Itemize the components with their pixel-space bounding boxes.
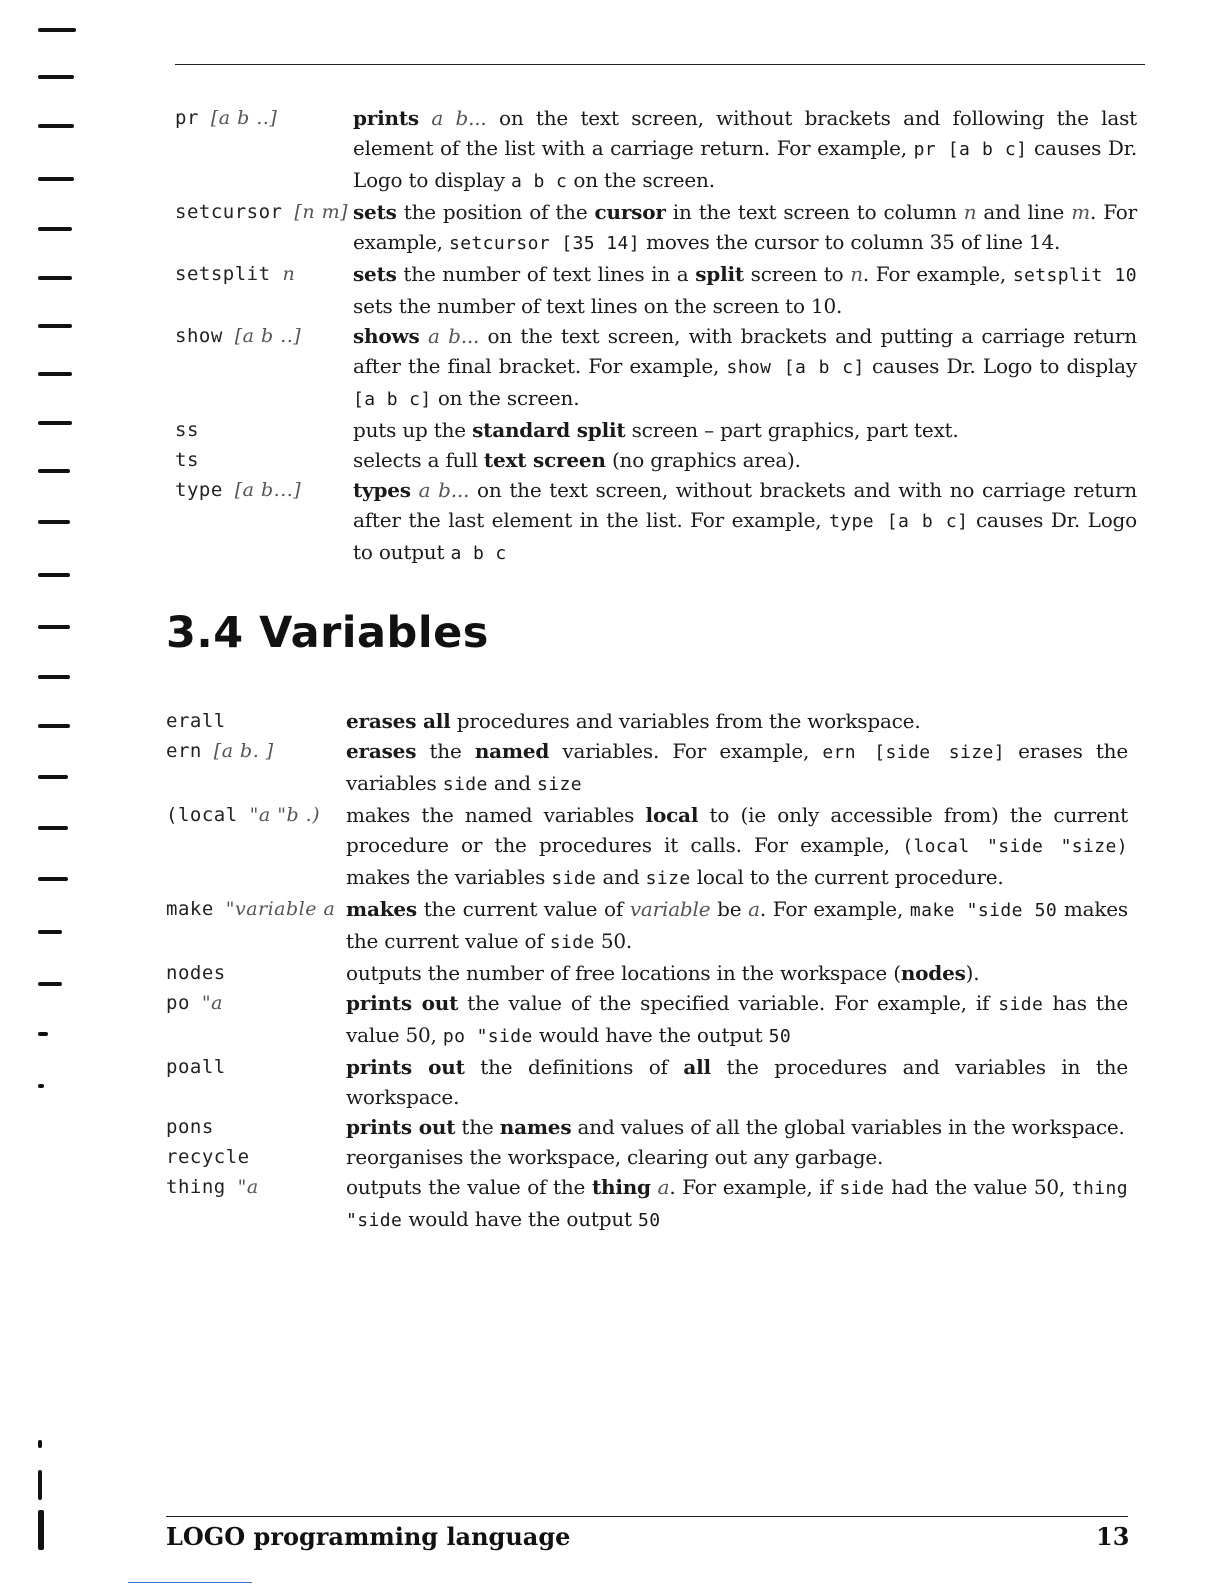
command-entry [175,321,1137,415]
command-entry [166,1142,1128,1172]
command-arguments: [a b ..] [210,107,278,129]
command-name [175,415,353,445]
command-description: outputs the value of the thing a. For example, if side had the value 50, thing "side would have the output 50 [346,1175,1128,1231]
command-description: selects a full text screen (no graphics area). [353,448,801,472]
command-description: erases all procedures and variables from the workspace. [346,709,921,733]
command-keyword: erall [166,710,226,732]
command-name [166,706,346,736]
top-rule [175,64,1145,65]
command-name [175,321,353,415]
command-description: shows a b... on the text screen, with brackets and putting a carriage return after the final bracket. For example, show [a b c] causes Dr. Logo to display [a b c] on the screen. [353,324,1137,410]
command-keyword: poall [166,1056,226,1078]
command-entry [175,197,1137,259]
command-name [166,800,346,894]
command-description: erases the named variables. For example, ern [side size] erases the variables side and size [346,739,1128,795]
command-keyword: pr [175,107,199,129]
command-name [166,988,346,1052]
command-entry [175,475,1137,569]
command-entry [166,736,1128,800]
command-entry [175,445,1137,475]
footer-title: LOGO programming language [166,1522,571,1551]
command-keyword: pons [166,1116,214,1138]
command-arguments: [n m] [294,201,349,223]
command-keyword: type [175,479,223,501]
command-description: sets the position of the cursor in the text screen to column n and line m. For example, setcursor [35 14] moves the cursor to column 35 of line 14. [353,200,1137,254]
command-description: makes the named variables local to (ie only accessible from) the current procedure or the procedures it calls. For example, (local "side "size) makes the variables side and size local to the current procedure. [346,803,1128,889]
display-commands-list [175,103,1137,569]
command-entry [175,415,1137,445]
command-arguments: "a [237,1176,259,1198]
command-keyword: po [166,992,190,1014]
command-description: types a b... on the text screen, without brackets and with no carriage return after the last element in the list. For example, type [a b c] causes Dr. Logo to output a b c [353,478,1137,564]
scanned-binding-marks [0,0,90,1584]
command-name [175,475,353,569]
command-arguments: n [282,263,296,285]
command-name [175,445,353,475]
command-name [175,259,353,321]
command-arguments: "a "b .) [249,804,321,826]
command-description: prints a b... on the text screen, without brackets and following the last element of the list with a carriage return. For example, pr [a b c] causes Dr. Logo to display a b c on the screen. [353,106,1137,192]
command-entry [166,988,1128,1052]
section-heading: 3.4 Variables [166,608,489,658]
command-description: prints out the value of the specified variable. For example, if side has the value 50, po "side would have the output 50 [346,991,1128,1047]
variables-commands-list [166,706,1128,1236]
command-keyword: ts [175,449,199,471]
command-description: puts up the standard split screen – part graphics, part text. [353,418,959,442]
command-keyword: setcursor [175,201,283,223]
command-description: outputs the number of free locations in the workspace (nodes). [346,961,980,985]
command-description: prints out the definitions of all the procedures and variables in the workspace. [346,1055,1128,1109]
command-keyword: recycle [166,1146,250,1168]
command-arguments: "variable a [225,898,336,920]
command-entry [166,800,1128,894]
command-keyword: setsplit [175,263,271,285]
command-entry [166,958,1128,988]
scan-artifact-line [128,1582,252,1583]
command-name [166,736,346,800]
command-entry [175,259,1137,321]
command-name [166,1142,346,1172]
command-arguments: [a b. ] [213,740,274,762]
command-entry [166,706,1128,736]
command-keyword: (local [166,804,238,826]
command-keyword: ern [166,740,202,762]
command-description: sets the number of text lines in a split screen to n. For example, setsplit 10 sets the number of text lines on the screen to 10. [353,262,1137,318]
footer-rule [166,1516,1128,1517]
command-name [166,1112,346,1142]
command-description: reorganises the workspace, clearing out any garbage. [346,1145,884,1169]
command-name [166,958,346,988]
page-number: 13 [1096,1522,1130,1551]
command-arguments: [a b ..] [234,325,302,347]
command-entry [166,1172,1128,1236]
command-entry [166,1112,1128,1142]
command-description: prints out the names and values of all the global variables in the workspace. [346,1115,1125,1139]
command-entry [175,103,1137,197]
command-entry [166,1052,1128,1112]
command-arguments: "a [201,992,223,1014]
command-name [166,1052,346,1112]
command-name [166,894,346,958]
command-name [175,197,353,259]
command-name [166,1172,346,1236]
command-description: makes the current value of variable be a. For example, make "side 50 makes the current value of side 50. [346,897,1128,953]
command-keyword: nodes [166,962,226,984]
command-name [175,103,353,197]
command-keyword: ss [175,419,199,441]
command-entry [166,894,1128,958]
command-keyword: thing [166,1176,226,1198]
command-keyword: show [175,325,223,347]
command-arguments: [a b...] [234,479,302,501]
command-keyword: make [166,898,214,920]
